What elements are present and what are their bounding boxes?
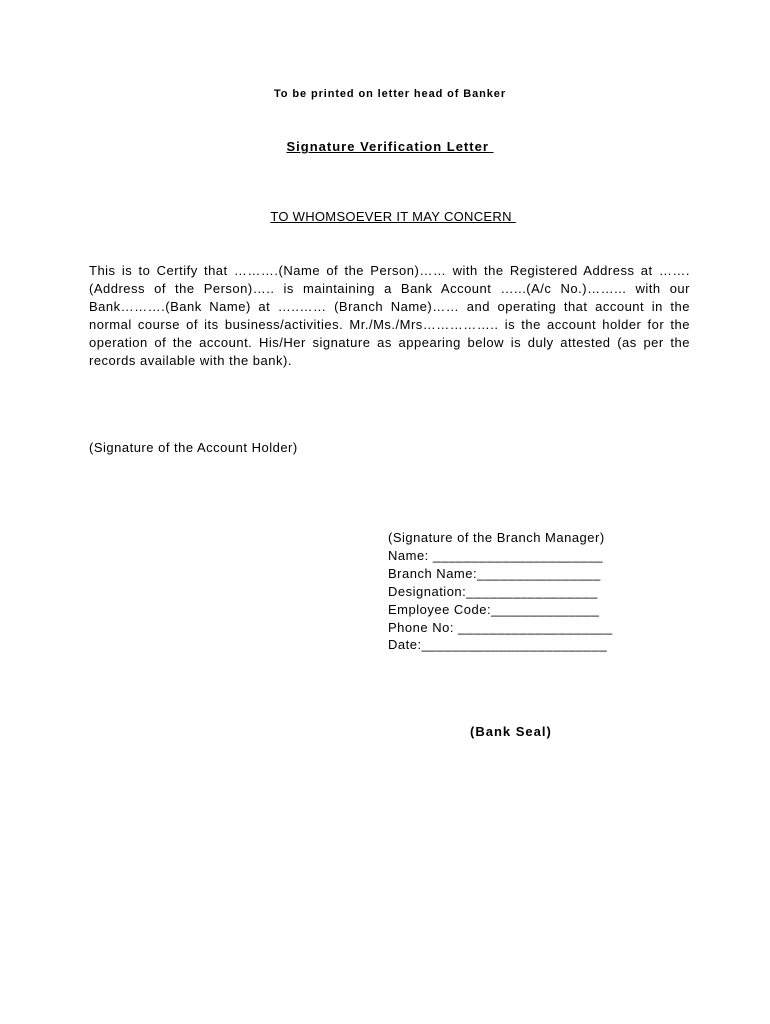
manager-name-field: Name: ______________________ — [388, 547, 603, 563]
bank-seal-label: (Bank Seal) — [470, 724, 552, 739]
header-note: To be printed on letter head of Banker — [273, 88, 507, 100]
branch-name-field: Branch Name:________________ — [388, 565, 601, 581]
branch-manager-signature-label: (Signature of the Branch Manager) — [388, 530, 605, 545]
account-holder-signature-label: (Signature of the Account Holder) — [89, 440, 298, 455]
certification-paragraph: This is to Certify that ……….(Name of the Person)…… with the Registered Address at …….(Address of the Person)….. is maintaining a Bank Account …...(A/c No.)……... with our Bank……….(Bank Name) at …..…… (Branch Name)…… and operating that account in the normal course of its business/activities. Mr./Ms./Mrs…………….. is the account holder for the operation of the account. His/Her signature as appearing below is duly attested (as per the records available with the bank). — [89, 263, 690, 368]
document-title — [0, 139, 770, 154]
salutation-text: TO WHOMSOEVER IT MAY CONCERN — [270, 209, 516, 224]
designation-field: Designation:_________________ — [388, 583, 598, 599]
salutation — [0, 209, 770, 224]
phone-no-field: Phone No: ____________________ — [388, 619, 613, 635]
employee-code-field: Employee Code:______________ — [388, 601, 600, 617]
date-field: Date:________________________ — [388, 637, 608, 653]
branch-manager-block — [388, 529, 613, 654]
document-title-text: Signature Verification Letter — [286, 139, 494, 154]
